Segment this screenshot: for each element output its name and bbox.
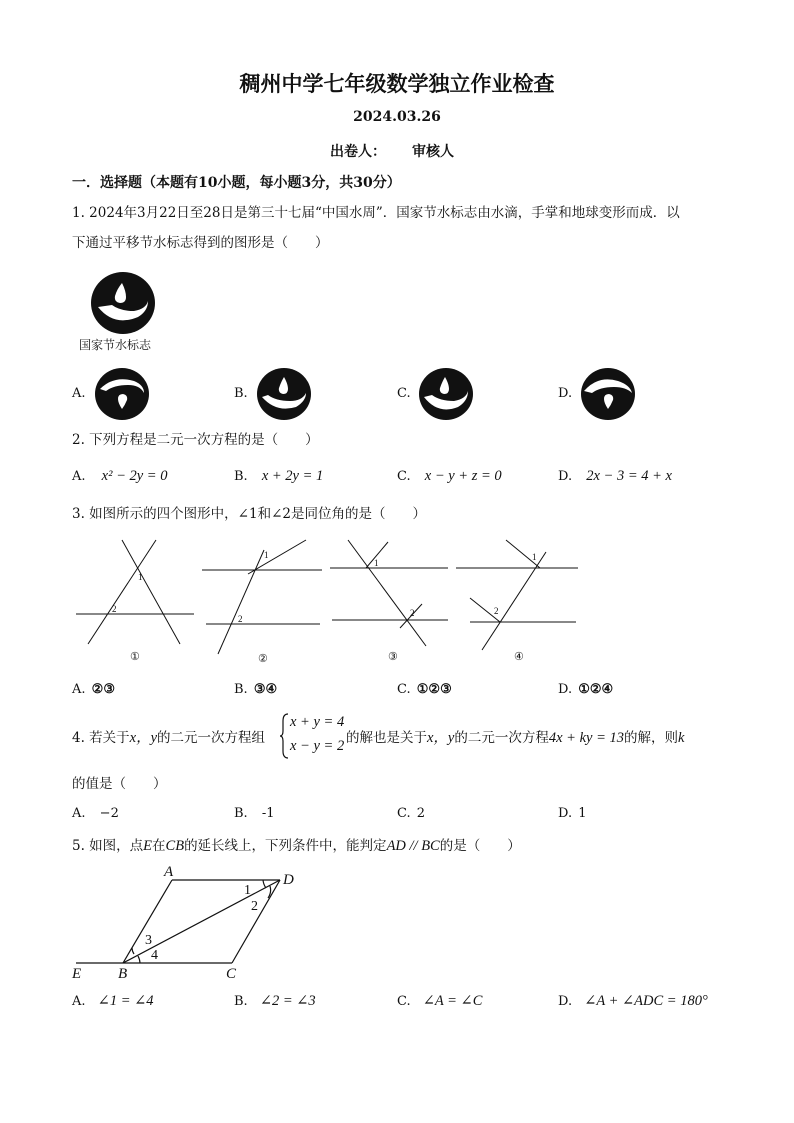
q2-option-a-expr: x² − 2y = 0 [101,468,168,484]
q2-option-d-letter: D. [558,469,573,484]
q4-stem-vars: x，y [129,730,158,746]
q1-line2: 下通过平移节水标志得到的图形是（ ） [72,235,329,251]
q5-option-c-expr: ∠A = ∠C [422,993,483,1009]
q5-stem-a: 5. 如图，点 [72,838,144,854]
q3-figure-label-3: ③ [388,651,398,663]
q5-angle-3-label: 3 [145,933,152,948]
q2-option-c-letter: C. [397,469,411,484]
q5-option-b-expr: ∠2 = ∠3 [259,993,316,1009]
authors-line [330,141,454,161]
q3-option-d[interactable] [558,682,613,697]
q5-option-c-letter: C. [397,994,411,1009]
q3-option-d-text: ①②④ [578,682,614,697]
q5-stem-c: 的延长线上，下列条件中，能判定 [184,838,387,854]
q2-option-d[interactable] [558,468,672,485]
q2-option-c[interactable] [397,468,502,485]
q3-option-c-text: ①②③ [416,682,452,697]
q5-option-d-expr: ∠A + ∠ADC = 180° [584,993,708,1009]
q3-f1-angle2-label: 2 [112,604,117,614]
q1-option-b-figure-icon[interactable] [256,367,312,421]
q2-stem: 2. 下列方程是二元一次方程的是（ ） [72,432,319,448]
q2-option-b-letter: B. [234,469,248,484]
q5-angle-1-label: 1 [244,883,251,898]
q3-option-b-text: ③④ [253,682,278,697]
q5-figure [68,862,318,982]
q4-option-b[interactable] [234,806,275,821]
q2-option-b-expr: x + 2y = 1 [261,468,324,484]
q3-option-b-letter: B. [234,682,248,697]
q4-option-a-text: −2 [99,806,119,821]
q4-stem-d: 的二元一次方程 [454,730,549,746]
q5-option-b-letter: B. [234,994,248,1009]
q3-figures [70,532,590,668]
page-title: 稠州中学七年级数学独立作业检查 [239,71,555,96]
q2-option-a[interactable] [72,468,167,485]
q5-stem-b: 在 [152,838,166,854]
q5-option-d-letter: D. [558,994,573,1009]
q3-option-b[interactable] [234,682,277,697]
q3-option-a-letter: A. [72,682,86,697]
q3-figure-label-1: ① [130,651,140,663]
q4-stem-c: 的解也是关于 [346,730,427,746]
q4-stem-a: 4. 若关于 [72,730,130,746]
water-logo-icon [90,271,156,335]
q5-stem [72,836,521,856]
q3-option-c[interactable] [397,682,452,697]
q1-option-a-figure-icon[interactable] [94,367,150,421]
q2-option-a-letter: A. [72,469,86,484]
q3-f3-angle1-label: 1 [374,558,379,568]
exam-date: 2024.03.26 [353,109,441,125]
section-title: 一．选择题（本题有10小题，每小题3分，共30分） [72,175,401,191]
q1-option-d-figure-icon[interactable] [580,367,636,421]
q5-stem-d: 的是（ ） [439,838,521,854]
q4-eq3: 4x + ky = 13 [548,730,625,746]
q3-f2-angle2-label: 2 [238,614,243,624]
q2-option-c-expr: x − y + z = 0 [424,468,502,484]
q4-stem-vars2: x，y [427,730,455,746]
q4-option-a[interactable] [72,806,119,821]
q3-option-c-letter: C. [397,682,411,697]
q4-option-b-text: -1 [261,806,275,821]
q4-eq2: x − y = 2 [290,738,345,754]
q5-point-e-ref: E [143,838,153,854]
q5-point-c: C [226,966,237,982]
q4-line2: 的值是（ ） [72,776,167,792]
q4-stem-line1-rest [346,728,684,748]
q1-option-c-figure-icon[interactable] [418,367,474,421]
q5-option-a-letter: A. [72,994,86,1009]
q5-option-d[interactable] [558,993,708,1010]
q3-option-a-text: ②③ [91,682,115,697]
q1-line1: 1. 2024年3月22日至28日是第三十七届“中国水周”．国家节水标志由水滴，手掌和地球变形而成．以 [72,205,680,221]
q5-ad-bc-ref: AD // BC [386,838,440,854]
q4-option-c-text: 2 [416,806,426,821]
q1-option-b-letter[interactable]: B. [234,386,248,401]
q4-system-brace-icon [280,713,290,759]
q5-angle-2-label: 2 [251,899,258,914]
q3-f2-angle1-label: 1 [264,550,269,560]
q4-option-d-text: 1 [578,806,587,821]
q1-option-d-letter[interactable]: D. [558,386,573,401]
q3-f3-angle2-label: 2 [410,608,415,618]
q4-option-b-letter: B. [234,806,248,821]
q3-option-a[interactable] [72,682,115,697]
q4-stem-b: 的二元一次方程组 [157,730,266,746]
q5-point-e: E [72,966,82,982]
q4-option-d[interactable] [558,806,587,821]
q4-option-c[interactable] [397,806,425,821]
q4-eq1: x + y = 4 [290,714,345,730]
q3-figure-label-2: ② [258,653,268,665]
q4-stem-k: k [678,730,685,746]
q3-figure-label-4: ④ [514,651,524,663]
q3-stem: 3. 如图所示的四个图形中，∠1和∠2是同位角的是（ ） [72,506,426,522]
q5-option-b[interactable] [234,993,316,1010]
q4-stem-e: 的解，则 [624,730,679,746]
q1-option-c-letter[interactable]: C. [397,386,411,401]
q4-option-c-letter: C. [397,806,411,821]
q5-option-c[interactable] [397,993,482,1010]
author-label: 出卷人： [330,144,386,160]
q5-option-a-expr: ∠1 = ∠4 [97,993,154,1009]
q2-option-d-expr: 2x − 3 = 4 + x [586,468,672,484]
q3-f1-angle1-label: 1 [138,572,143,582]
q4-stem-line1 [72,728,265,748]
q5-cb-ref: CB [165,838,185,854]
q4-option-a-letter: A. [72,806,86,821]
q5-angle-4-label: 4 [151,948,158,963]
logo-label: 国家节水标志 [79,338,152,352]
q1-option-a-letter[interactable]: A. [72,386,86,401]
q4-option-d-letter: D. [558,806,573,821]
q3-f4-angle1-label: 1 [532,552,537,562]
q3-f4-angle2-label: 2 [494,606,499,616]
q5-point-d: D [283,872,294,888]
q5-point-b: B [118,966,128,982]
q3-option-d-letter: D. [558,682,573,697]
q2-option-b[interactable] [234,468,323,485]
q5-point-a: A [164,864,174,880]
reviewer-label: 审核人 [412,144,454,160]
q5-option-a[interactable] [72,993,154,1010]
